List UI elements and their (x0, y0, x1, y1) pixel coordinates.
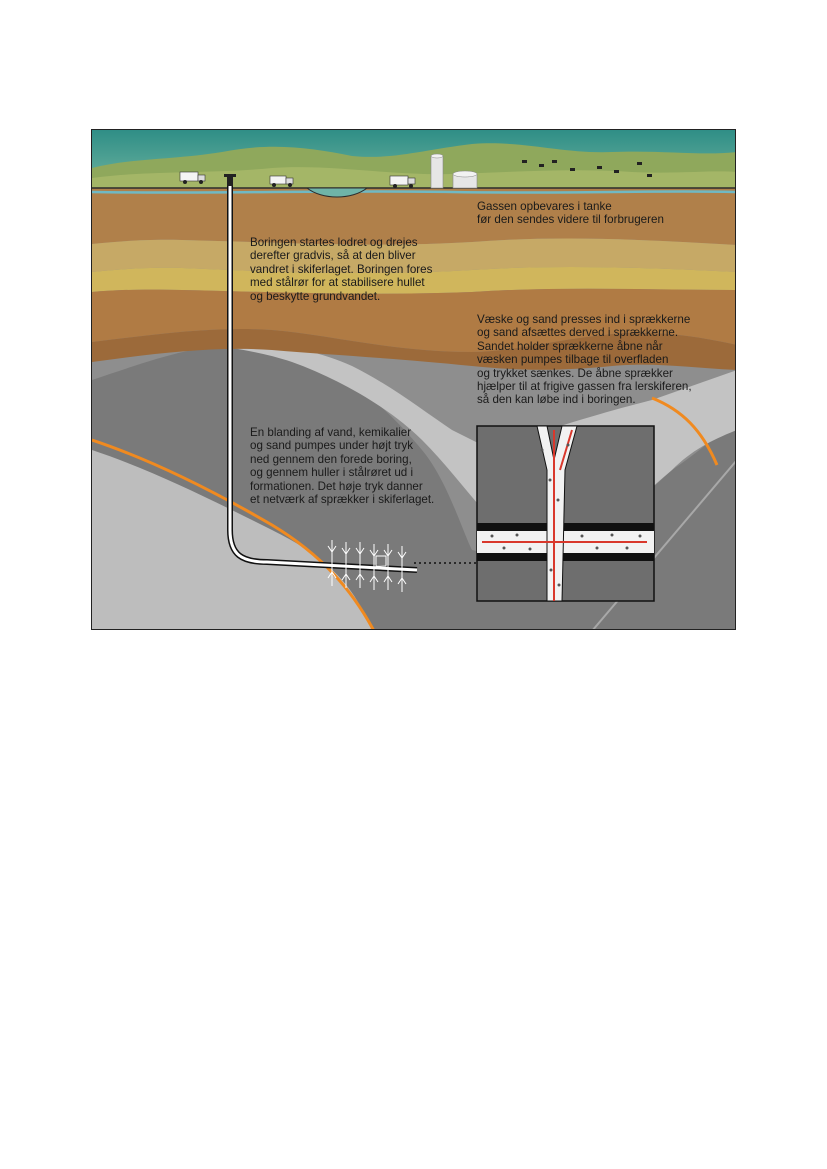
label-gas-storage: Gassen opbevares i tanke før den sendes videre til forbrugeren (477, 200, 664, 227)
label-fracking-mixture: En blanding af vand, kemikalier og sand pumpes under højt tryk ned gennem den forede boring, og gennem huller i stålrøret ud i formationen. Det høje tryk danner et netværk af sprækker i skiferlaget. (250, 426, 435, 507)
label-sand-in-fractures: Væske og sand presses ind i sprækkerne og sand afsættes derved i sprækkerne. Sandet holder sprækkerne åbne når væsken pumpes tilbage til overfladen og trykket sænkes. De åbne sprækker hjælper til at frigive gassen fra lerskiferen, så den kan løbe ind i boringen. (477, 313, 692, 407)
groundwater-line (92, 191, 736, 192)
fracking-diagram (91, 129, 736, 630)
label-drilling: Boringen startes lodret og drejes derefter gradvis, så at den bliver vandret i skiferlaget. Boringen fores med stålrør for at stabilisere hullet og beskytte grundvandet. (250, 236, 433, 303)
fracture-detail-inset (477, 426, 654, 601)
